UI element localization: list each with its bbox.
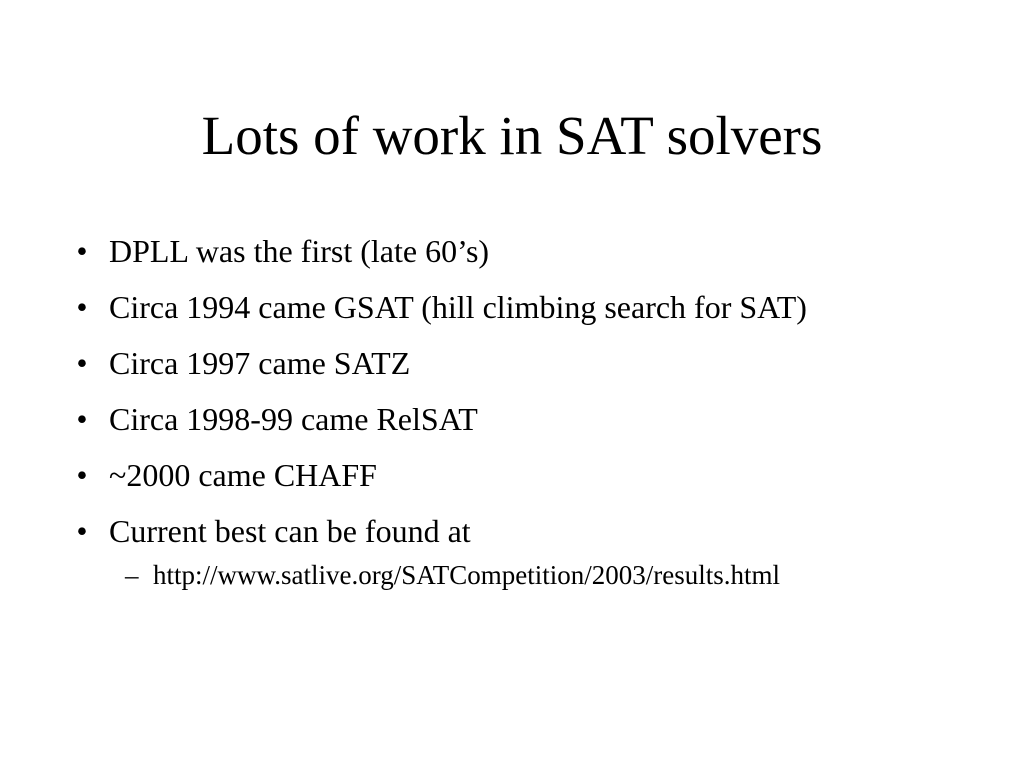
bullet-list (0, 227, 1024, 603)
sub-bullet-marker: – (125, 560, 139, 590)
bullet-item (0, 395, 1024, 443)
bullet-item (0, 339, 1024, 387)
bullet-text: Circa 1994 came GSAT (hill climbing search for SAT) (109, 289, 807, 325)
bullet-marker: • (76, 233, 88, 269)
bullet-text: ~2000 came CHAFF (109, 457, 377, 493)
slide-title: Lots of work in SAT solvers (201, 105, 823, 166)
url-text: http://www.satlive.org/SATCompetition/2003/results.html (153, 560, 780, 590)
bullet-text: Circa 1998-99 came RelSAT (109, 401, 478, 437)
bullet-item (0, 451, 1024, 499)
sub-bullet-list (109, 555, 904, 595)
bullet-text: DPLL was the first (late 60’s) (109, 233, 490, 269)
bullet-item (0, 283, 1024, 331)
bullet-text: Circa 1997 came SATZ (109, 345, 411, 381)
bullet-item (0, 507, 1024, 595)
bullet-marker: • (76, 457, 88, 493)
bullet-marker: • (76, 513, 88, 549)
bullet-marker: • (76, 289, 88, 325)
bullet-marker: • (76, 345, 88, 381)
bullet-text: Current best can be found at (109, 513, 471, 549)
sub-bullet-item (109, 555, 904, 595)
bullet-item (0, 227, 1024, 275)
bullet-marker: • (76, 401, 88, 437)
